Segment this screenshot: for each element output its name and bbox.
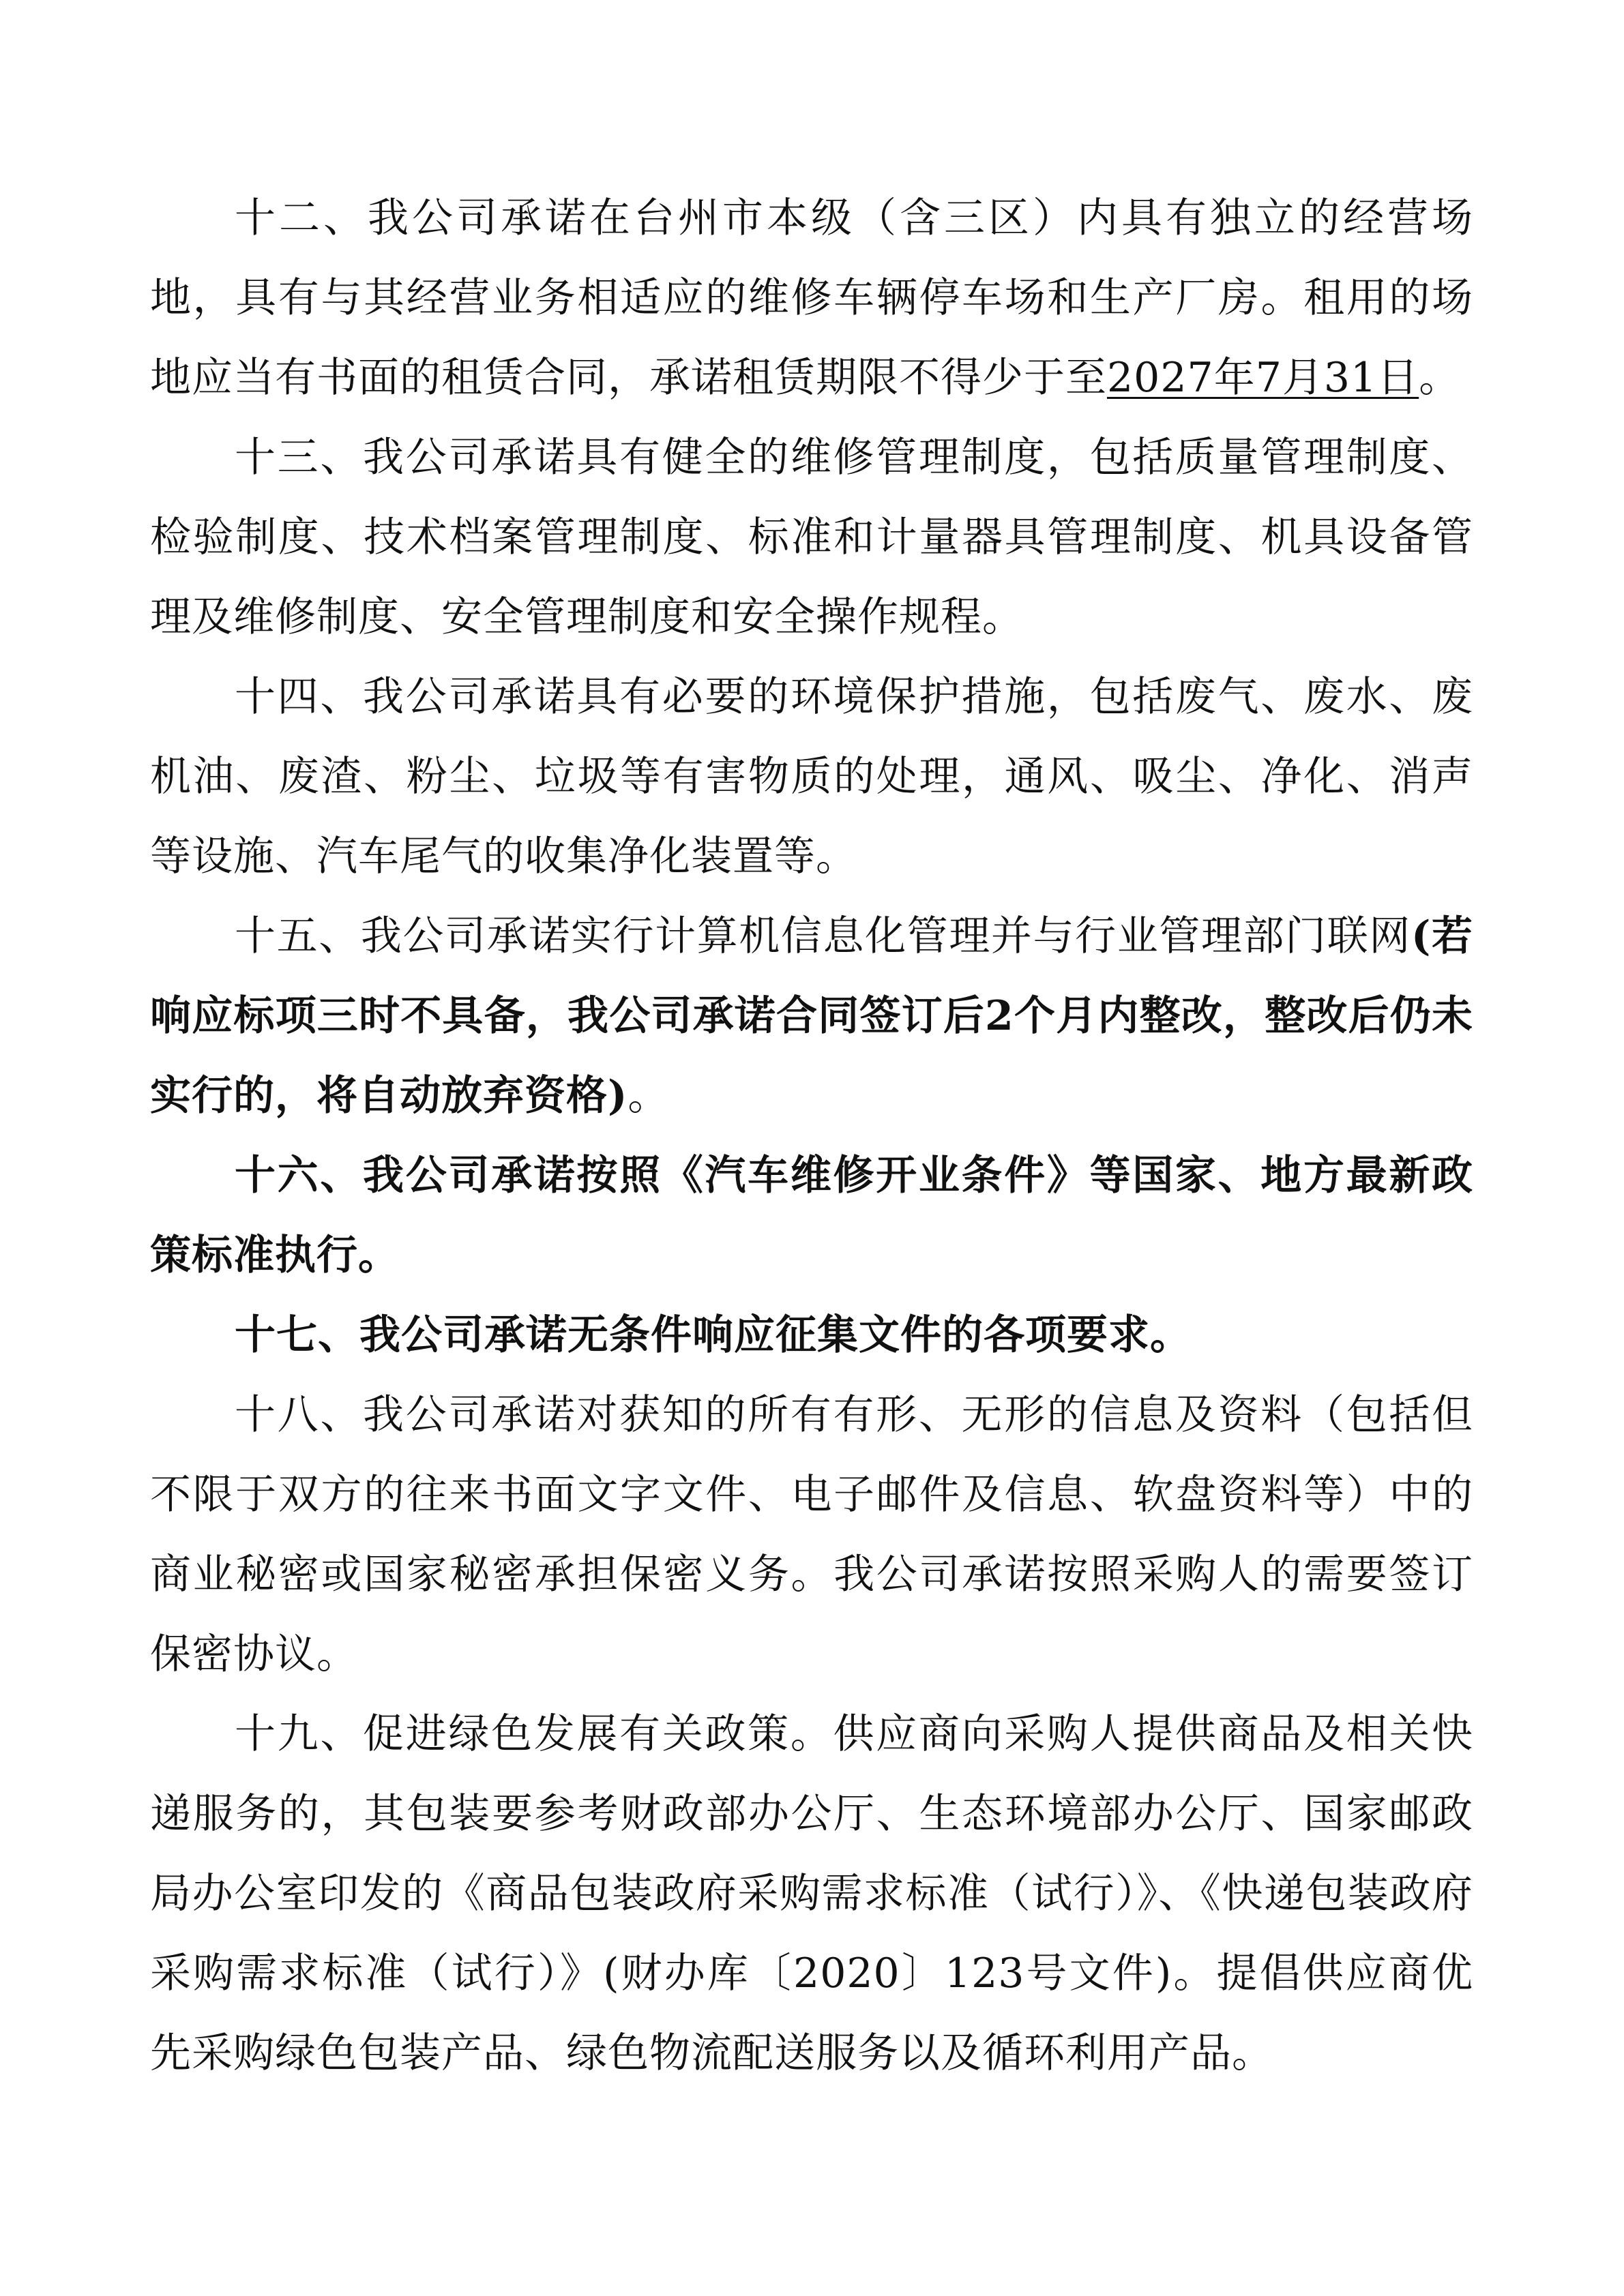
- paragraph-18: 十八、我公司承诺对获知的所有有形、无形的信息及资料（包括但不限于双方的往来书面文字文件、电子邮件及信息、软盘资料等）中的商业秘密或国家秘密承担保密义务。我公司承诺按照采购人的需要签订保密协议。: [150, 1391, 1473, 1678]
- paragraph-12-end: 。: [1419, 354, 1461, 402]
- paragraph-14: 十四、我公司承诺具有必要的环境保护措施，包括废气、废水、废机油、废渣、粉尘、垃圾等有害物质的处理，通风、吸尘、净化、消声等设施、汽车尾气的收集净化装置等。: [150, 673, 1473, 880]
- paragraph-15-end: 。: [628, 1072, 670, 1120]
- lease-deadline-date: 2027年7月31日: [1107, 354, 1419, 402]
- paragraph-15: [150, 897, 1473, 1136]
- paragraph-13: 十三、我公司承诺具有健全的维修管理制度，包括质量管理制度、检验制度、技术档案管理制度、标准和计量器具管理制度、机具设备管理及维修制度、安全管理制度和安全操作规程。: [150, 434, 1473, 641]
- paragraph-17: 十七、我公司承诺无条件响应征集文件的各项要求。: [235, 1311, 1192, 1359]
- paragraph-19: 十九、促进绿色发展有关政策。供应商向采购人提供商品及相关快递服务的，其包装要参考财政部办公厅、生态环境部办公厅、国家邮政局办公室印发的《商品包装政府采购需求标准（试行）》、《快递包装政府采购需求标准（试行）》(财办库〔2020〕123号文件)。提倡供应商优先采购绿色包装产品、绿色物流配送服务以及循环利用产品。: [150, 1710, 1473, 2077]
- paragraph-12-text: 十二、我公司承诺在台州市本级（含三区）内具有独立的经营场地，具有与其经营业务相适应的维修车辆停车场和生产厂房。租用的场地应当有书面的租赁合同，承诺租赁期限不得少于至: [150, 194, 1473, 402]
- paragraph-12: [150, 179, 1473, 418]
- paragraph-16: 十六、我公司承诺按照《汽车维修开业条件》等国家、地方最新政策标准执行。: [150, 1152, 1473, 1279]
- paragraph-15-bold-note: (若响应标项三时不具备，我公司承诺合同签订后2个月内整改，整改后仍未实行的，将自动放弃资格): [150, 912, 1474, 1120]
- paragraph-15-text: 十五、我公司承诺实行计算机信息化管理并与行业管理部门联网: [235, 912, 1412, 960]
- document-page: [150, 179, 1473, 2093]
